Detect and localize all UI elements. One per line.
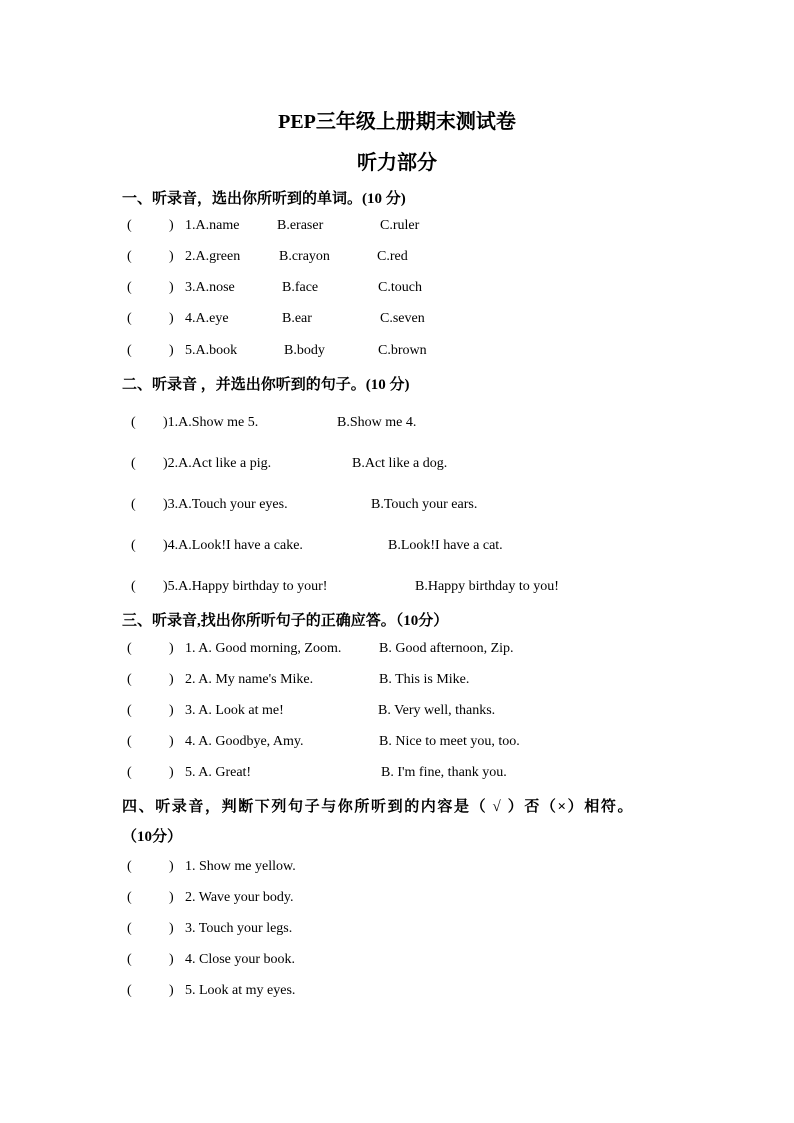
answer-paren-open: ( xyxy=(131,456,136,471)
section-1-heading: 一、听录音，选出你所听到的单词。(10 分) xyxy=(122,191,406,207)
answer-paren-open: ( xyxy=(127,672,132,687)
answer-paren-close: ) xyxy=(169,765,174,780)
question-row xyxy=(127,280,727,300)
statement-text: 1. Show me yellow. xyxy=(185,859,296,874)
answer-paren-close: ) xyxy=(169,921,174,936)
option-c: C.brown xyxy=(378,343,427,358)
option-a: 3.A.nose xyxy=(185,280,235,295)
option-b: B. Good afternoon, Zip. xyxy=(379,641,514,656)
question-row xyxy=(127,921,727,941)
answer-paren-open: ( xyxy=(127,765,132,780)
question-row xyxy=(127,249,727,269)
option-c: C.ruler xyxy=(380,218,420,233)
answer-paren-close: ) xyxy=(169,218,174,233)
option-b: B.eraser xyxy=(277,218,324,233)
answer-paren-open: ( xyxy=(127,703,132,718)
answer-paren-open: ( xyxy=(127,343,132,358)
statement-text: 3. Touch your legs. xyxy=(185,921,293,936)
answer-paren-close: ) xyxy=(169,641,174,656)
answer-paren-open: ( xyxy=(131,579,136,594)
question-row xyxy=(127,703,727,723)
question-row xyxy=(127,983,727,1003)
answer-paren-close: ) xyxy=(169,703,174,718)
section-4-heading-score: （10分） xyxy=(122,829,183,845)
option-b: B.Touch your ears. xyxy=(371,497,478,512)
answer-paren-open: ( xyxy=(127,890,132,905)
answer-paren-open: ( xyxy=(127,641,132,656)
option-a: 4.A.eye xyxy=(185,311,229,326)
answer-paren-open: ( xyxy=(131,538,136,553)
question-row xyxy=(127,218,727,238)
option-b: B. This is Mike. xyxy=(379,672,470,687)
question-row xyxy=(127,890,727,910)
question-row xyxy=(127,765,727,785)
option-a: 1.A.name xyxy=(185,218,240,233)
option-b: B.Show me 4. xyxy=(337,415,417,430)
question-row xyxy=(131,456,731,476)
option-b: B.Happy birthday to you! xyxy=(415,579,559,594)
option-a: 3. A. Look at me! xyxy=(185,703,284,718)
answer-paren-open: ( xyxy=(131,415,136,430)
option-b: B. I'm fine, thank you. xyxy=(381,765,507,780)
option-b: B.Act like a dog. xyxy=(352,456,448,471)
answer-paren-close: ) xyxy=(169,734,174,749)
answer-paren-open: ( xyxy=(127,952,132,967)
answer-paren-close: ) xyxy=(169,952,174,967)
statement-text: 2. Wave your body. xyxy=(185,890,294,905)
option-c: C.touch xyxy=(378,280,422,295)
option-b: B.body xyxy=(284,343,325,358)
option-b: B.ear xyxy=(282,311,312,326)
option-b: B. Nice to meet you, too. xyxy=(379,734,520,749)
statement-text: 4. Close your book. xyxy=(185,952,296,967)
option-b: B.crayon xyxy=(279,249,330,264)
option-a: 4. A. Goodbye, Amy. xyxy=(185,734,304,749)
page-subtitle: 听力部分 xyxy=(357,152,437,174)
option-b: B.face xyxy=(282,280,319,295)
question-row xyxy=(127,672,727,692)
option-a: 1. A. Good morning, Zoom. xyxy=(185,641,342,656)
answer-paren-open: ( xyxy=(127,249,132,264)
question-row xyxy=(131,497,731,517)
question-row xyxy=(131,538,731,558)
answer-paren-close: ) xyxy=(169,859,174,874)
answer-paren-close: ) xyxy=(169,311,174,326)
answer-paren-open: ( xyxy=(127,859,132,874)
answer-paren-open: ( xyxy=(131,497,136,512)
option-c: C.seven xyxy=(380,311,425,326)
question-row xyxy=(127,343,727,363)
question-row xyxy=(127,952,727,972)
option-b: B.Look!I have a cat. xyxy=(388,538,503,553)
option-a: 2.A.green xyxy=(185,249,241,264)
statement-text: 5. Look at my eyes. xyxy=(185,983,296,998)
question-row xyxy=(131,415,731,435)
option-c: C.red xyxy=(377,249,408,264)
option-b: B. Very well, thanks. xyxy=(378,703,496,718)
answer-paren-open: ( xyxy=(127,311,132,326)
answer-paren-close: ) xyxy=(169,983,174,998)
option-a: )5.A.Happy birthday to your! xyxy=(163,579,328,594)
option-a: 5. A. Great! xyxy=(185,765,252,780)
section-3-heading: 三、听录音,找出你所听句子的正确应答。（10分） xyxy=(122,613,449,629)
section-2-heading: 二、听录音 ，并选出你听到的句子。(10 分) xyxy=(122,377,410,393)
page-title: PEP三年级上册期末测试卷 xyxy=(278,111,516,133)
answer-paren-close: ) xyxy=(169,672,174,687)
question-row xyxy=(127,859,727,879)
option-a: )2.A.Act like a pig. xyxy=(163,456,272,471)
answer-paren-open: ( xyxy=(127,734,132,749)
option-a: 5.A.book xyxy=(185,343,238,358)
answer-paren-close: ) xyxy=(169,249,174,264)
answer-paren-close: ) xyxy=(169,343,174,358)
option-a: )3.A.Touch your eyes. xyxy=(163,497,288,512)
answer-paren-close: ) xyxy=(169,890,174,905)
question-row xyxy=(127,311,727,331)
question-row xyxy=(131,579,731,599)
answer-paren-close: ) xyxy=(169,280,174,295)
option-a: )4.A.Look!I have a cake. xyxy=(163,538,303,553)
answer-paren-open: ( xyxy=(127,921,132,936)
answer-paren-open: ( xyxy=(127,218,132,233)
question-row xyxy=(127,641,727,661)
option-a: 2. A. My name's Mike. xyxy=(185,672,314,687)
answer-paren-open: ( xyxy=(127,983,132,998)
question-row xyxy=(127,734,727,754)
section-4-heading: 四、听录音，判断下列句子与你所听到的内容是（ √ ）否（×）相符。 xyxy=(122,799,635,815)
answer-paren-open: ( xyxy=(127,280,132,295)
option-a: )1.A.Show me 5. xyxy=(163,415,259,430)
